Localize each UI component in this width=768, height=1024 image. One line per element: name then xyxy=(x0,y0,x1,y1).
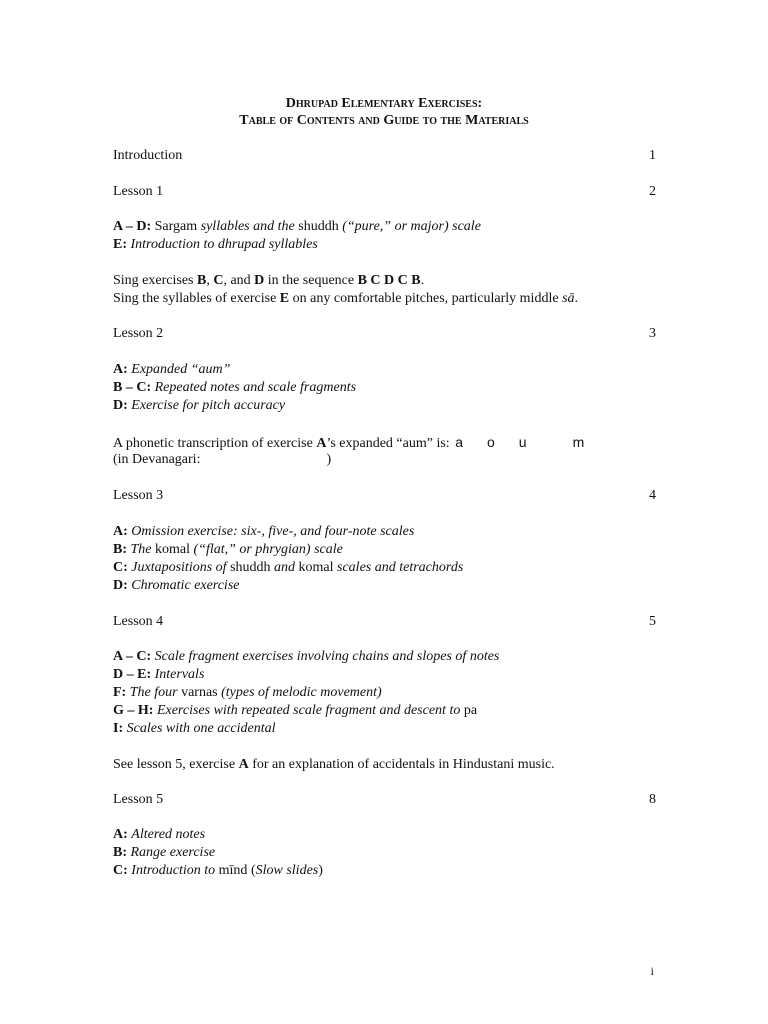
lesson-4-item-i: I: Scales with one accidental xyxy=(113,721,276,736)
toc-label: Lesson 4 xyxy=(113,614,164,629)
lesson-1-item-a-d: A – D: Sargam syllables and the shuddh (“pure,” or major) scale xyxy=(113,219,481,234)
toc-entry-lesson-1 xyxy=(113,183,656,201)
toc-label: Lesson 1 xyxy=(113,184,164,199)
lesson-1-item-e: E: Introduction to dhrupad syllables xyxy=(113,237,318,252)
lesson-3-item-a: A: Omission exercise: six-, five-, and four-note scales xyxy=(113,524,415,539)
lesson-2-phonetic-note: A phonetic transcription of exercise A’s expanded “aum” is: a o u m xyxy=(113,434,585,451)
toc-entry-lesson-3 xyxy=(113,487,656,505)
phonetic-o: o xyxy=(487,434,495,450)
toc-page-number: 2 xyxy=(649,184,656,199)
phonetic-m: m xyxy=(572,434,585,450)
toc-entry-lesson-5 xyxy=(113,791,656,809)
lesson-3-item-c: C: Juxtapositions of shuddh and komal scales and tetrachords xyxy=(113,560,464,575)
phonetic-a: a xyxy=(455,434,463,450)
lesson-4-item-f: F: The four varnas (types of melodic movement) xyxy=(113,685,382,700)
title-line-2: Table of Contents and Guide to the Materials xyxy=(239,113,529,128)
lesson-4-item-g-h: G – H: Exercises with repeated scale fragment and descent to pa xyxy=(113,703,478,718)
phonetic-u: u xyxy=(518,434,527,450)
lesson-2-item-d: D: Exercise for pitch accuracy xyxy=(113,398,286,413)
lesson-4-item-a-c: A – C: Scale fragment exercises involving chains and slopes of notes xyxy=(113,649,500,664)
lesson-2-devanagari-note: (in Devanagari: ) xyxy=(113,452,332,467)
lesson-1-note-1: Sing exercises B, C, and D in the sequence B C D C B. xyxy=(113,273,425,288)
lesson-1-note-2: Sing the syllables of exercise E on any comfortable pitches, particularly middle sā. xyxy=(113,291,579,306)
toc-label: Lesson 5 xyxy=(113,792,164,807)
title-line-1: Dhrupad Elementary Exercises: xyxy=(285,96,483,111)
toc-page-number: 1 xyxy=(649,148,656,163)
lesson-4-note: See lesson 5, exercise A for an explanation of accidentals in Hindustani music. xyxy=(113,757,555,772)
toc-page-number: 8 xyxy=(649,792,656,807)
toc-page-number: 3 xyxy=(649,326,656,341)
lesson-5-item-b: B: Range exercise xyxy=(113,845,216,860)
toc-page-number: 4 xyxy=(649,488,656,503)
toc-entry-lesson-2 xyxy=(113,325,656,343)
toc-label: Introduction xyxy=(113,148,183,163)
page-number-footer: i xyxy=(650,964,654,978)
lesson-5-item-a: A: Altered notes xyxy=(113,827,206,842)
lesson-4-item-d-e: D – E: Intervals xyxy=(113,667,205,682)
toc-page-number: 5 xyxy=(649,614,656,629)
lesson-3-item-b: B: The komal (“flat,” or phrygian) scale xyxy=(113,542,343,557)
toc-entry-introduction xyxy=(113,147,656,165)
lesson-3-item-d: D: Chromatic exercise xyxy=(113,578,240,593)
toc-entry-lesson-4 xyxy=(113,613,656,631)
lesson-5-item-c: C: Introduction to mīnd (Slow slides) xyxy=(113,863,323,878)
toc-label: Lesson 3 xyxy=(113,488,164,503)
toc-label: Lesson 2 xyxy=(113,326,164,341)
lesson-2-item-a: A: Expanded “aum” xyxy=(113,362,231,377)
lesson-2-item-b-c: B – C: Repeated notes and scale fragments xyxy=(113,380,357,395)
